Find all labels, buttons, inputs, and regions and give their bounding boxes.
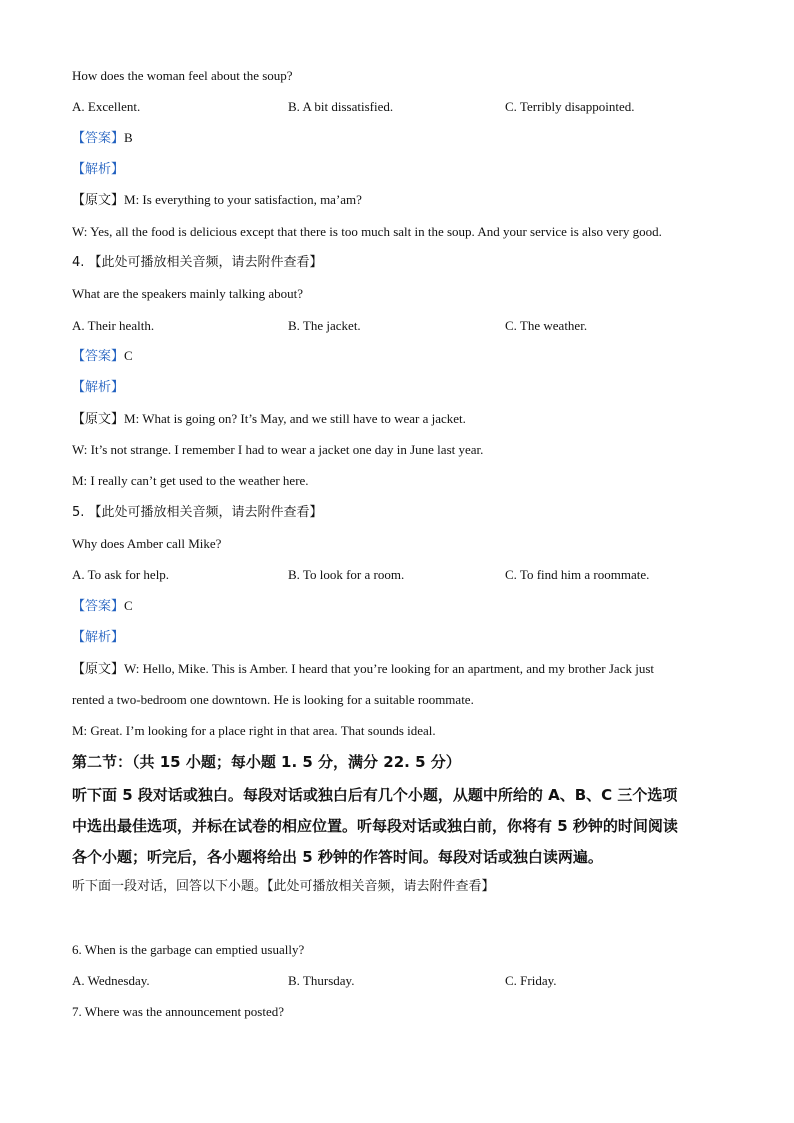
q3-script-line: W: Yes, all the food is delicious except that there is too much salt in the soup. And your service is also very good. [72, 224, 662, 239]
answer-tag: 【答案】 [72, 599, 125, 614]
q4-option-c: C. The weather. [505, 318, 588, 333]
script-tag: 【原文】 [72, 662, 125, 677]
q5-analysis-row [72, 628, 124, 647]
q3-option-b: B. A bit dissatisfied. [288, 99, 394, 114]
script-tag: 【原文】 [72, 412, 125, 427]
q5-option-c: C. To find him a roommate. [505, 567, 650, 582]
section2-title: 第二节：（共 15 小题；每小题 1. 5 分，满分 22. 5 分） [72, 753, 461, 771]
analysis-tag: 【解析】 [72, 630, 125, 645]
script-tag: 【原文】 [72, 193, 125, 208]
analysis-tag: 【解析】 [72, 380, 125, 395]
q4-analysis-row [72, 378, 124, 397]
q5-answer-row [72, 597, 133, 616]
q5-option-b: B. To look for a room. [288, 567, 405, 582]
q5-header: 5. 【此处可播放相关音频，请去附件查看】 [72, 505, 323, 520]
q6-option-a: A. Wednesday. [72, 973, 150, 988]
q5-script-line: W: Hello, Mike. This is Amber. I heard that you’re looking for an apartment, and my brother Jack just [124, 661, 655, 676]
section2-instruction: 听下面 5 段对话或独白。每段对话或独白后有几个小题，从题中所给的 A、B、C 三个选项 [72, 786, 678, 804]
q5-script-line: rented a two-bedroom one downtown. He is looking for a suitable roommate. [72, 692, 474, 707]
answer-tag: 【答案】 [72, 349, 125, 364]
q3-answer-row [72, 129, 133, 148]
section2-instruction: 各个小题；听完后，各小题将给出 5 秒钟的作答时间。每段对话或独白读两遍。 [72, 848, 603, 866]
q7-question: 7. Where was the announcement posted? [72, 1004, 285, 1019]
q4-answer: C [124, 348, 133, 363]
q5-answer: C [124, 598, 133, 613]
q4-header: 4. 【此处可播放相关音频，请去附件查看】 [72, 255, 323, 270]
q3-option-a: A. Excellent. [72, 99, 141, 114]
q4-script-line: W: It’s not strange. I remember I had to wear a jacket one day in June last year. [72, 442, 484, 457]
q3-answer: B [124, 130, 133, 145]
q5-option-a: A. To ask for help. [72, 567, 170, 582]
q3-script-line: M: Is everything to your satisfaction, ma’am? [124, 192, 362, 207]
q6-option-b: B. Thursday. [288, 973, 355, 988]
q4-option-a: A. Their health. [72, 318, 155, 333]
q5-question: Why does Amber call Mike? [72, 536, 222, 551]
q6-question: 6. When is the garbage can emptied usually? [72, 942, 305, 957]
section2-intro: 听下面一段对话，回答以下小题。【此处可播放相关音频，请去附件查看】 [72, 879, 495, 894]
q5-script-line: M: Great. I’m looking for a place right in that area. That sounds ideal. [72, 723, 436, 738]
q4-script-line: M: What is going on? It’s May, and we still have to wear a jacket. [124, 411, 466, 426]
q4-option-b: B. The jacket. [288, 318, 361, 333]
q4-question: What are the speakers mainly talking about? [72, 286, 304, 301]
q3-question: How does the woman feel about the soup? [72, 68, 293, 83]
q3-analysis-row [72, 160, 124, 179]
analysis-tag: 【解析】 [72, 162, 125, 177]
q6-option-c: C. Friday. [505, 973, 557, 988]
q4-script-line: M: I really can’t get used to the weather here. [72, 473, 309, 488]
q5-script-row [72, 660, 654, 679]
q4-script-row [72, 410, 466, 429]
answer-tag: 【答案】 [72, 131, 125, 146]
q3-script-row [72, 191, 362, 210]
q3-option-c: C. Terribly disappointed. [505, 99, 635, 114]
q4-answer-row [72, 347, 133, 366]
section2-instruction: 中选出最佳选项，并标在试卷的相应位置。听每段对话或独白前，你将有 5 秒钟的时间阅读 [72, 817, 678, 835]
